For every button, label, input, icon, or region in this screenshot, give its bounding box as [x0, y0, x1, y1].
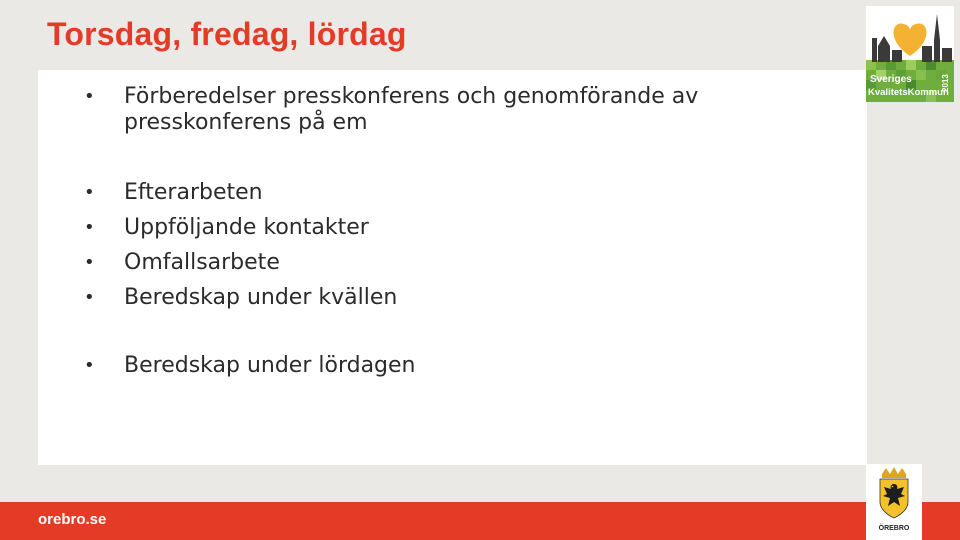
badge-line1: Sveriges — [870, 74, 912, 85]
bullet-text: Förberedelser presskonferens och genomförande av presskonferens på em — [124, 84, 699, 135]
orebro-crest-icon — [866, 464, 922, 524]
bullet-dot: • — [84, 182, 95, 203]
slide-title: Torsdag, fredag, lördag — [47, 16, 407, 52]
bullet-text: Beredskap under lördagen — [124, 353, 416, 378]
footer-site-link[interactable]: orebro.se — [38, 511, 107, 528]
badge-line2: KvalitetsKommun — [868, 87, 949, 98]
quality-badge — [866, 6, 954, 102]
bullet-dot: • — [84, 355, 95, 376]
bullet-item — [84, 250, 804, 276]
bullet-text: Efterarbeten — [124, 180, 263, 205]
bullet-text: Uppföljande kontakter — [124, 215, 369, 240]
bullet-dot: • — [84, 252, 95, 273]
footer-bar — [0, 502, 960, 540]
bullet-dot: • — [84, 217, 95, 238]
bullet-item — [84, 215, 804, 241]
bullet-item — [84, 84, 804, 136]
bullet-item — [84, 180, 804, 206]
bullet-item — [84, 285, 804, 311]
bullet-dot: • — [84, 287, 95, 308]
bullet-text: Omfallsarbete — [124, 250, 280, 275]
bullet-dot: • — [84, 86, 95, 107]
city-crest — [866, 464, 922, 540]
heart-city-badge-icon — [866, 6, 954, 102]
bullet-item — [84, 353, 804, 379]
bullet-text: Beredskap under kvällen — [124, 285, 398, 310]
crest-label: ÖREBRO — [878, 525, 910, 532]
badge-year: 2013 — [941, 74, 950, 92]
content-panel — [38, 70, 867, 465]
